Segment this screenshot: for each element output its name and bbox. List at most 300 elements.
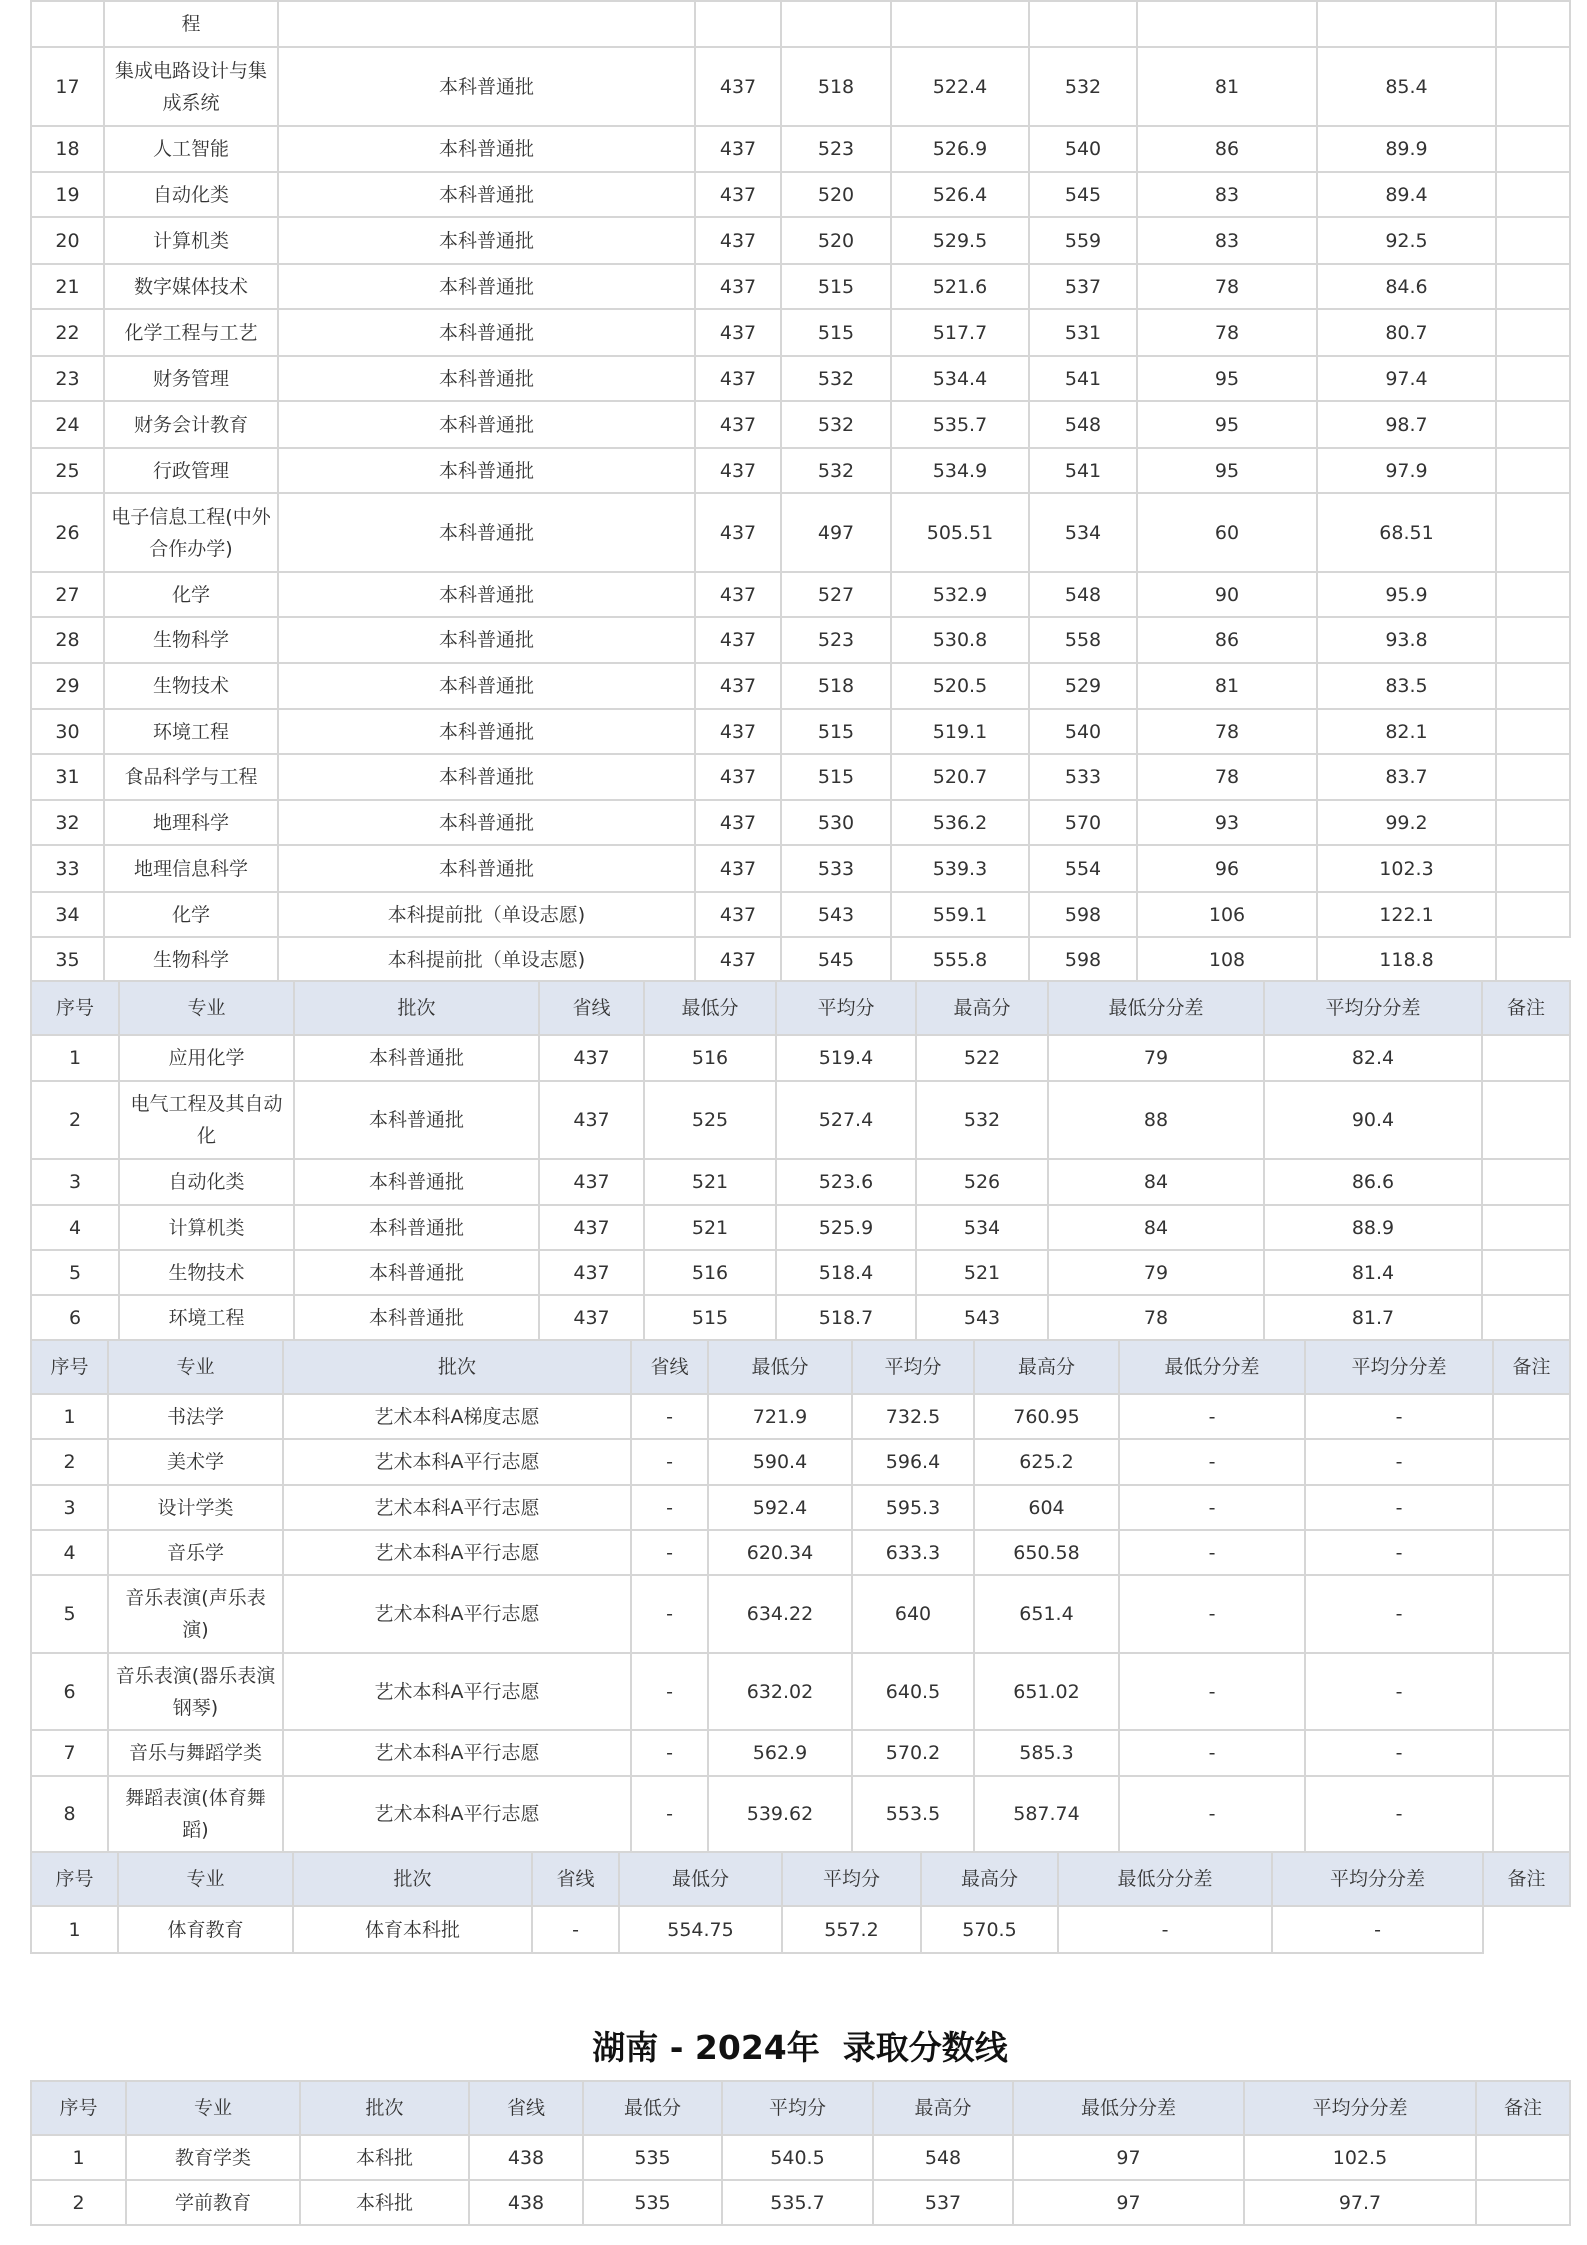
cell-major: 生物技术 bbox=[104, 663, 278, 709]
table-row bbox=[31, 1295, 1570, 1341]
cell-index: 5 bbox=[31, 1575, 108, 1653]
cell-line: - bbox=[631, 1653, 708, 1730]
cell-major: 化学 bbox=[104, 572, 278, 617]
cell-note bbox=[1496, 264, 1570, 309]
cell-note bbox=[1496, 1, 1570, 47]
cell-major: 设计学类 bbox=[108, 1485, 283, 1530]
cell-min-diff: 81 bbox=[1137, 47, 1317, 126]
cell-avg-diff: 97.9 bbox=[1317, 448, 1496, 493]
cell-line: 437 bbox=[695, 47, 781, 126]
cell-major: 生物科学 bbox=[104, 617, 278, 663]
cell-max: 558 bbox=[1029, 617, 1137, 663]
table-row bbox=[31, 754, 1570, 800]
cell-min: 515 bbox=[781, 264, 891, 309]
cell-min: 525 bbox=[644, 1081, 776, 1159]
cell-line: 438 bbox=[469, 2180, 583, 2225]
header-min-diff: 最低分分差 bbox=[1013, 2081, 1244, 2135]
cell-batch: 本科普通批 bbox=[294, 1295, 539, 1341]
cell-major: 化学 bbox=[104, 892, 278, 937]
header-min-diff: 最低分分差 bbox=[1058, 1852, 1272, 1906]
header-batch: 批次 bbox=[293, 1852, 532, 1906]
cell-min-diff: 95 bbox=[1137, 448, 1317, 493]
cell-index: 6 bbox=[31, 1295, 119, 1341]
cell-avg: 517.7 bbox=[891, 309, 1029, 356]
cell-batch: 艺术本科A平行志愿 bbox=[283, 1776, 631, 1852]
cell-line: 437 bbox=[695, 356, 781, 401]
cell-min bbox=[781, 1, 891, 47]
cell-batch: 体育本科批 bbox=[293, 1906, 532, 1953]
cell-index: 2 bbox=[31, 2180, 126, 2225]
cell-max: 650.58 bbox=[974, 1530, 1119, 1575]
cell-min: 527 bbox=[781, 572, 891, 617]
cell-max: 533 bbox=[1029, 754, 1137, 800]
cell-avg: 526.4 bbox=[891, 172, 1029, 217]
cell-note bbox=[1496, 845, 1570, 892]
header-row bbox=[31, 1852, 1570, 1906]
cell-batch: 艺术本科A梯度志愿 bbox=[283, 1394, 631, 1439]
cell-min-diff: 95 bbox=[1137, 401, 1317, 448]
cell-avg: 536.2 bbox=[891, 800, 1029, 845]
cell-max: 559 bbox=[1029, 217, 1137, 264]
cell-min-diff: 90 bbox=[1137, 572, 1317, 617]
cell-avg: 540.5 bbox=[722, 2135, 873, 2180]
cell-note bbox=[1493, 1575, 1570, 1653]
cell-min: 562.9 bbox=[708, 1730, 852, 1776]
cell-index: 3 bbox=[31, 1485, 108, 1530]
cell-avg: 523.6 bbox=[776, 1159, 916, 1205]
table-header bbox=[31, 981, 1570, 1035]
cell-index: 25 bbox=[31, 448, 104, 493]
cell-batch bbox=[278, 1, 695, 47]
cell-max: 526 bbox=[916, 1159, 1048, 1205]
cell-note bbox=[1496, 356, 1570, 401]
cell-index: 17 bbox=[31, 47, 104, 126]
cell-min: 620.34 bbox=[708, 1530, 852, 1575]
cell-min-diff: - bbox=[1119, 1485, 1305, 1530]
cell-index: 24 bbox=[31, 401, 104, 448]
cell-avg-diff: - bbox=[1305, 1730, 1493, 1776]
header-note: 备注 bbox=[1483, 1852, 1570, 1906]
cell-min-diff: 95 bbox=[1137, 356, 1317, 401]
cell-min: 530 bbox=[781, 800, 891, 845]
cell-index: 33 bbox=[31, 845, 104, 892]
cell-avg: 527.4 bbox=[776, 1081, 916, 1159]
cell-line: 437 bbox=[695, 126, 781, 172]
header-min-diff: 最低分分差 bbox=[1119, 1340, 1305, 1394]
table-row bbox=[31, 493, 1570, 572]
cell-max: 529 bbox=[1029, 663, 1137, 709]
table-row bbox=[31, 663, 1570, 709]
cell-major: 化学工程与工艺 bbox=[104, 309, 278, 356]
cell-note bbox=[1496, 709, 1570, 754]
cell-major: 自动化类 bbox=[119, 1159, 294, 1205]
cell-avg-diff: 81.7 bbox=[1264, 1295, 1482, 1341]
cell-avg: 521.6 bbox=[891, 264, 1029, 309]
cell-min: 515 bbox=[644, 1295, 776, 1341]
cell-min: 539.62 bbox=[708, 1776, 852, 1852]
cell-min-diff: 78 bbox=[1137, 264, 1317, 309]
cell-max: 531 bbox=[1029, 309, 1137, 356]
cell-max: 651.02 bbox=[974, 1653, 1119, 1730]
table-body bbox=[31, 1035, 1570, 1341]
cell-note bbox=[1482, 1081, 1570, 1159]
cell-note bbox=[1496, 309, 1570, 356]
cell-note bbox=[1483, 1906, 1570, 1953]
header-major: 专业 bbox=[119, 981, 294, 1035]
cell-avg: 519.4 bbox=[776, 1035, 916, 1081]
cell-avg: 596.4 bbox=[852, 1439, 974, 1485]
cell-avg-diff: - bbox=[1305, 1394, 1493, 1439]
cell-min-diff: 81 bbox=[1137, 663, 1317, 709]
cell-index: 7 bbox=[31, 1730, 108, 1776]
cell-min: 515 bbox=[781, 709, 891, 754]
cell-max: 537 bbox=[1029, 264, 1137, 309]
header-major: 专业 bbox=[108, 1340, 283, 1394]
cell-note bbox=[1496, 937, 1570, 983]
cell-avg: 520.7 bbox=[891, 754, 1029, 800]
cell-line: 437 bbox=[695, 845, 781, 892]
cell-major: 地理科学 bbox=[104, 800, 278, 845]
cell-max: 604 bbox=[974, 1485, 1119, 1530]
cell-note bbox=[1482, 1035, 1570, 1081]
cell-index: 3 bbox=[31, 1159, 119, 1205]
cell-major: 环境工程 bbox=[119, 1295, 294, 1341]
cell-note bbox=[1493, 1530, 1570, 1575]
header-index: 序号 bbox=[31, 1852, 118, 1906]
cell-max: 585.3 bbox=[974, 1730, 1119, 1776]
cell-note bbox=[1496, 448, 1570, 493]
cell-avg-diff: 122.1 bbox=[1317, 892, 1496, 937]
cell-avg: 595.3 bbox=[852, 1485, 974, 1530]
cell-batch: 本科普通批 bbox=[278, 126, 695, 172]
cell-index: 23 bbox=[31, 356, 104, 401]
cell-batch: 本科普通批 bbox=[278, 172, 695, 217]
cell-avg-diff: 99.2 bbox=[1317, 800, 1496, 845]
cell-avg: 519.1 bbox=[891, 709, 1029, 754]
cell-avg: 532.9 bbox=[891, 572, 1029, 617]
cell-max: 548 bbox=[1029, 401, 1137, 448]
cell-batch: 本科提前批（单设志愿) bbox=[278, 937, 695, 983]
score-table-sports bbox=[30, 1851, 1571, 1954]
cell-major: 舞蹈表演(体育舞蹈) bbox=[108, 1776, 283, 1852]
cell-avg-diff: 86.6 bbox=[1264, 1159, 1482, 1205]
cell-min: 515 bbox=[781, 309, 891, 356]
header-row bbox=[31, 981, 1570, 1035]
cell-avg-diff: 89.9 bbox=[1317, 126, 1496, 172]
cell-batch: 本科普通批 bbox=[278, 754, 695, 800]
cell-avg-diff: - bbox=[1305, 1776, 1493, 1852]
cell-line: 437 bbox=[695, 448, 781, 493]
cell-batch: 艺术本科A平行志愿 bbox=[283, 1653, 631, 1730]
cell-avg-diff: - bbox=[1272, 1906, 1483, 1953]
cell-major: 教育学类 bbox=[126, 2135, 300, 2180]
score-table-hunan bbox=[30, 2080, 1571, 2226]
cell-max: 625.2 bbox=[974, 1439, 1119, 1485]
cell-min: 497 bbox=[781, 493, 891, 572]
cell-line: - bbox=[631, 1439, 708, 1485]
cell-avg-diff: 90.4 bbox=[1264, 1081, 1482, 1159]
header-line: 省线 bbox=[631, 1340, 708, 1394]
cell-min: 533 bbox=[781, 845, 891, 892]
score-table-second bbox=[30, 980, 1571, 1342]
cell-major: 学前教育 bbox=[126, 2180, 300, 2225]
cell-major: 财务会计教育 bbox=[104, 401, 278, 448]
cell-avg: 525.9 bbox=[776, 1205, 916, 1250]
cell-batch: 本科普通批 bbox=[278, 617, 695, 663]
cell-min: 535 bbox=[583, 2180, 722, 2225]
cell-avg: 535.7 bbox=[722, 2180, 873, 2225]
cell-note bbox=[1496, 892, 1570, 937]
table-row bbox=[31, 264, 1570, 309]
cell-note bbox=[1493, 1730, 1570, 1776]
cell-avg: 534.9 bbox=[891, 448, 1029, 493]
table-row bbox=[31, 217, 1570, 264]
cell-min-diff: - bbox=[1119, 1394, 1305, 1439]
cell-avg-diff: - bbox=[1305, 1439, 1493, 1485]
cell-line: 437 bbox=[695, 217, 781, 264]
cell-note bbox=[1482, 1205, 1570, 1250]
cell-min-diff: 97 bbox=[1013, 2135, 1244, 2180]
cell-line: 437 bbox=[695, 800, 781, 845]
cell-min: 516 bbox=[644, 1250, 776, 1295]
cell-line: 437 bbox=[695, 172, 781, 217]
cell-major: 音乐表演(声乐表演) bbox=[108, 1575, 283, 1653]
cell-avg-diff: 80.7 bbox=[1317, 309, 1496, 356]
cell-avg-diff: - bbox=[1305, 1575, 1493, 1653]
cell-index: 35 bbox=[31, 937, 104, 983]
cell-note bbox=[1482, 1159, 1570, 1205]
cell-min: 532 bbox=[781, 356, 891, 401]
cell-avg-diff: 98.7 bbox=[1317, 401, 1496, 448]
table-row bbox=[31, 1653, 1570, 1730]
cell-index: 1 bbox=[31, 1394, 108, 1439]
header-note: 备注 bbox=[1493, 1340, 1570, 1394]
cell-max: 521 bbox=[916, 1250, 1048, 1295]
cell-index: 6 bbox=[31, 1653, 108, 1730]
header-max: 最高分 bbox=[873, 2081, 1013, 2135]
cell-major: 生物技术 bbox=[119, 1250, 294, 1295]
cell-major: 生物科学 bbox=[104, 937, 278, 983]
score-table-main bbox=[30, 0, 1571, 984]
table-row bbox=[31, 1439, 1570, 1485]
cell-avg-diff: 102.3 bbox=[1317, 845, 1496, 892]
cell-avg-diff: 97.7 bbox=[1244, 2180, 1476, 2225]
cell-avg: 534.4 bbox=[891, 356, 1029, 401]
header-min-diff: 最低分分差 bbox=[1048, 981, 1264, 1035]
header-index: 序号 bbox=[31, 1340, 108, 1394]
table-row bbox=[31, 709, 1570, 754]
cell-min: 516 bbox=[644, 1035, 776, 1081]
cell-min: 721.9 bbox=[708, 1394, 852, 1439]
cell-avg-diff: 97.4 bbox=[1317, 356, 1496, 401]
cell-line: 437 bbox=[695, 401, 781, 448]
cell-avg: 640 bbox=[852, 1575, 974, 1653]
section-title: 湖南 - 2024年 录取分数线 bbox=[592, 2028, 1008, 2067]
header-batch: 批次 bbox=[300, 2081, 469, 2135]
cell-max: 532 bbox=[916, 1081, 1048, 1159]
cell-major: 人工智能 bbox=[104, 126, 278, 172]
cell-avg-diff: 81.4 bbox=[1264, 1250, 1482, 1295]
cell-major: 数字媒体技术 bbox=[104, 264, 278, 309]
cell-line: - bbox=[631, 1530, 708, 1575]
header-major: 专业 bbox=[126, 2081, 300, 2135]
cell-line: 437 bbox=[695, 493, 781, 572]
cell-line: 437 bbox=[695, 264, 781, 309]
cell-avg: 559.1 bbox=[891, 892, 1029, 937]
cell-avg-diff: 102.5 bbox=[1244, 2135, 1476, 2180]
cell-index: 34 bbox=[31, 892, 104, 937]
cell-index: 1 bbox=[31, 1906, 118, 1953]
cell-max: 570 bbox=[1029, 800, 1137, 845]
cell-note bbox=[1496, 172, 1570, 217]
cell-note bbox=[1482, 1295, 1570, 1341]
cell-index: 18 bbox=[31, 126, 104, 172]
header-max: 最高分 bbox=[916, 981, 1048, 1035]
table-row bbox=[31, 126, 1570, 172]
cell-min-diff: - bbox=[1119, 1730, 1305, 1776]
cell-avg: 522.4 bbox=[891, 47, 1029, 126]
cell-note bbox=[1493, 1653, 1570, 1730]
header-min: 最低分 bbox=[619, 1852, 782, 1906]
cell-avg: 633.3 bbox=[852, 1530, 974, 1575]
cell-max: 545 bbox=[1029, 172, 1137, 217]
cell-note bbox=[1482, 1250, 1570, 1295]
cell-major: 集成电路设计与集成系统 bbox=[104, 47, 278, 126]
cell-min-diff bbox=[1137, 1, 1317, 47]
cell-max: 651.4 bbox=[974, 1575, 1119, 1653]
cell-index bbox=[31, 1, 104, 47]
cell-line: 437 bbox=[695, 663, 781, 709]
cell-line: 437 bbox=[695, 937, 781, 983]
cell-major: 美术学 bbox=[108, 1439, 283, 1485]
header-avg-diff: 平均分分差 bbox=[1305, 1340, 1493, 1394]
header-note: 备注 bbox=[1476, 2081, 1570, 2135]
cell-min: 523 bbox=[781, 617, 891, 663]
table-row bbox=[31, 892, 1570, 937]
cell-note bbox=[1496, 401, 1570, 448]
cell-min: 521 bbox=[644, 1205, 776, 1250]
cell-note bbox=[1496, 47, 1570, 126]
cell-avg: 526.9 bbox=[891, 126, 1029, 172]
cell-min-diff: - bbox=[1119, 1575, 1305, 1653]
cell-min: 518 bbox=[781, 663, 891, 709]
cell-index: 29 bbox=[31, 663, 104, 709]
cell-major: 食品科学与工程 bbox=[104, 754, 278, 800]
cell-max: 570.5 bbox=[921, 1906, 1058, 1953]
table-row bbox=[31, 800, 1570, 845]
cell-max: 543 bbox=[916, 1295, 1048, 1341]
cell-major: 书法学 bbox=[108, 1394, 283, 1439]
cell-avg-diff: 89.4 bbox=[1317, 172, 1496, 217]
table-header bbox=[31, 1852, 1570, 1906]
cell-note bbox=[1496, 663, 1570, 709]
cell-min-diff: - bbox=[1119, 1439, 1305, 1485]
cell-batch: 本科普通批 bbox=[278, 309, 695, 356]
cell-max: 598 bbox=[1029, 892, 1137, 937]
table-row bbox=[31, 1035, 1570, 1081]
table-row bbox=[31, 2180, 1570, 2225]
table-row bbox=[31, 1159, 1570, 1205]
cell-max: 760.95 bbox=[974, 1394, 1119, 1439]
cell-note bbox=[1493, 1439, 1570, 1485]
table-row bbox=[31, 1730, 1570, 1776]
cell-avg-diff: 84.6 bbox=[1317, 264, 1496, 309]
cell-line: 437 bbox=[539, 1295, 644, 1341]
cell-major: 体育教育 bbox=[118, 1906, 293, 1953]
cell-avg: 520.5 bbox=[891, 663, 1029, 709]
cell-note bbox=[1496, 572, 1570, 617]
cell-min: 518 bbox=[781, 47, 891, 126]
cell-note bbox=[1476, 2180, 1570, 2225]
cell-avg: 529.5 bbox=[891, 217, 1029, 264]
cell-max: 540 bbox=[1029, 709, 1137, 754]
header-avg: 平均分 bbox=[782, 1852, 921, 1906]
cell-line: 437 bbox=[695, 709, 781, 754]
cell-avg-diff: - bbox=[1305, 1653, 1493, 1730]
table-row bbox=[31, 1575, 1570, 1653]
cell-min-diff: 78 bbox=[1048, 1295, 1264, 1341]
cell-avg-diff bbox=[1317, 1, 1496, 47]
cell-batch: 艺术本科A平行志愿 bbox=[283, 1575, 631, 1653]
table-row bbox=[31, 1081, 1570, 1159]
cell-line: - bbox=[631, 1730, 708, 1776]
cell-batch: 艺术本科A平行志愿 bbox=[283, 1730, 631, 1776]
cell-batch: 本科普通批 bbox=[294, 1205, 539, 1250]
cell-avg: 640.5 bbox=[852, 1653, 974, 1730]
cell-line: - bbox=[532, 1906, 619, 1953]
cell-line: 437 bbox=[695, 309, 781, 356]
cell-note bbox=[1476, 2135, 1570, 2180]
cell-batch: 本科普通批 bbox=[278, 800, 695, 845]
cell-avg: 535.7 bbox=[891, 401, 1029, 448]
cell-batch: 本科普通批 bbox=[294, 1250, 539, 1295]
table-row bbox=[31, 1250, 1570, 1295]
cell-min: 554.75 bbox=[619, 1906, 782, 1953]
cell-avg-diff: 92.5 bbox=[1317, 217, 1496, 264]
header-avg-diff: 平均分分差 bbox=[1244, 2081, 1476, 2135]
cell-note bbox=[1493, 1394, 1570, 1439]
table-row bbox=[31, 1, 1570, 47]
cell-min-diff: - bbox=[1119, 1776, 1305, 1852]
cell-avg-diff: 82.1 bbox=[1317, 709, 1496, 754]
cell-index: 32 bbox=[31, 800, 104, 845]
cell-batch: 本科普通批 bbox=[294, 1035, 539, 1081]
cell-min-diff: - bbox=[1058, 1906, 1272, 1953]
table-row bbox=[31, 1776, 1570, 1852]
cell-batch: 本科普通批 bbox=[278, 448, 695, 493]
cell-min: 545 bbox=[781, 937, 891, 983]
cell-max: 541 bbox=[1029, 448, 1137, 493]
cell-min-diff: 79 bbox=[1048, 1250, 1264, 1295]
cell-line: - bbox=[631, 1485, 708, 1530]
table-row bbox=[31, 1530, 1570, 1575]
cell-batch: 本科普通批 bbox=[294, 1159, 539, 1205]
header-avg: 平均分 bbox=[776, 981, 916, 1035]
cell-batch: 本科普通批 bbox=[294, 1081, 539, 1159]
header-row bbox=[31, 1340, 1570, 1394]
cell-min-diff: 97 bbox=[1013, 2180, 1244, 2225]
table-row bbox=[31, 448, 1570, 493]
cell-batch: 本科普通批 bbox=[278, 401, 695, 448]
cell-line: 437 bbox=[539, 1159, 644, 1205]
cell-min: 520 bbox=[781, 172, 891, 217]
cell-avg-diff: 88.9 bbox=[1264, 1205, 1482, 1250]
cell-max: 534 bbox=[916, 1205, 1048, 1250]
cell-avg: 505.51 bbox=[891, 493, 1029, 572]
cell-index: 28 bbox=[31, 617, 104, 663]
table-row bbox=[31, 401, 1570, 448]
header-note: 备注 bbox=[1482, 981, 1570, 1035]
